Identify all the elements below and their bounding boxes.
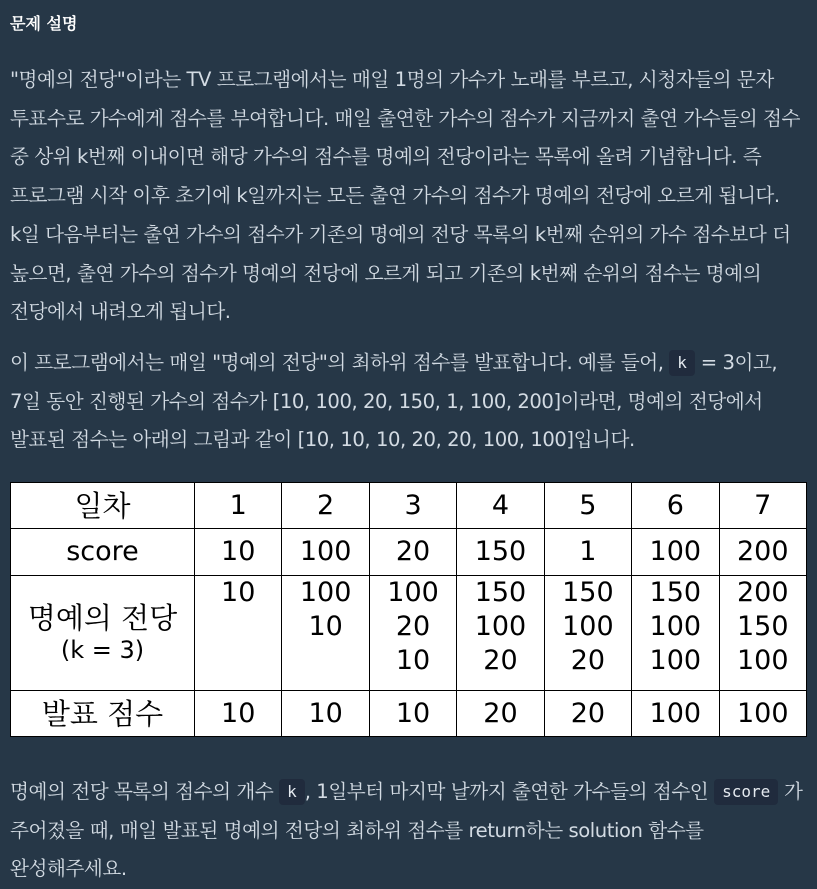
announce-cell: 20 (544, 691, 631, 737)
score-cell: 200 (719, 529, 806, 576)
hall-value: 20 (570, 645, 606, 677)
p2-text-before: 이 프로그램에서는 매일 "명예의 전당"의 최하위 점수를 발표합니다. 예를 들어, (10, 350, 670, 374)
day-cell: 6 (632, 483, 719, 529)
hall-value: 150 (562, 577, 614, 609)
score-cell: 100 (632, 529, 719, 576)
day-header: 일차 (11, 483, 195, 529)
p3-text-3: 가 주어졌을 때, 매일 발표된 명예의 전당의 최하위 점수를 return하는 solution 함수를 완성해주세요. (10, 780, 803, 881)
day-cell: 7 (719, 483, 806, 529)
description-paragraph-3 (10, 773, 805, 889)
day-cell: 4 (457, 483, 544, 529)
announce-header: 발표 점수 (11, 691, 195, 737)
hall-value: 10 (395, 645, 431, 677)
announce-cell: 100 (719, 691, 806, 737)
hall-value: 10 (308, 611, 343, 643)
section-title: 문제 설명 (10, 14, 78, 33)
description-paragraph-2 (10, 344, 805, 460)
score-cell: 1 (544, 529, 631, 576)
announce-cell: 10 (195, 691, 282, 737)
hall-header-sub: (k = 3) (60, 636, 145, 665)
p2-text-after: = 3이고, 7일 동안 진행된 가수의 점수가 [10, 100, 20, 150, 1, 100, 200]이라면, 명예의 전당에서 발표된 점수는 아래의 그림과 같이 [10, 10, 10, 20, 20, 100, 100]입니다. (10, 350, 778, 452)
score-cell: 100 (282, 529, 369, 576)
announce-cell: 100 (632, 691, 719, 737)
table-row-hall (11, 576, 807, 691)
code-k: k (669, 350, 695, 376)
day-cell: 1 (195, 483, 282, 529)
code-score: score (714, 779, 778, 805)
hall-cell (719, 576, 806, 691)
table-row-scores (11, 529, 807, 576)
hall-cell (369, 576, 456, 691)
hall-value: 100 (299, 577, 352, 609)
p3-text-1: 명예의 전당 목록의 점수의 개수 (10, 780, 280, 804)
code-k: k (279, 779, 305, 805)
day-cell: 2 (282, 483, 369, 529)
table-row-days (11, 483, 807, 529)
hall-value: 100 (649, 611, 702, 643)
hall-value: 100 (649, 645, 702, 677)
hall-value: 100 (562, 611, 614, 643)
announce-cell: 20 (457, 691, 544, 737)
hall-value: 100 (387, 577, 439, 609)
hall-cell (632, 576, 719, 691)
score-header: score (11, 529, 195, 576)
hall-cell (282, 576, 369, 691)
hall-value: 150 (736, 611, 789, 643)
hall-value: 10 (221, 577, 256, 609)
day-cell: 5 (544, 483, 631, 529)
hall-value: 150 (474, 577, 527, 609)
day-cell: 3 (369, 483, 456, 529)
hall-value: 200 (736, 577, 789, 609)
score-cell: 20 (369, 529, 456, 576)
hall-value: 150 (649, 577, 702, 609)
hall-cell (457, 576, 544, 691)
hall-of-fame-table (10, 482, 807, 737)
hall-value: 100 (474, 611, 527, 643)
description-paragraph-1: "명예의 전당"이라는 TV 프로그램에서는 매일 1명의 가수가 노래를 부르고, 시청자들의 문자 투표수로 가수에게 점수를 부여합니다. 매일 출연한 가수의 점수가 지금까지 출연 가수들의 점수 중 상위 k번째 이내이면 해당 가수의 점수를 명예의 전당이라는 목록에 올려 기념합니다. 즉 프로그램 시작 이후 초기에 k일까지는 모든 출연 가수의 점수가 명예의 전당에 오르게 됩니다. k일 다음부터는 출연 가수의 점수가 기존의 명예의 전당 목록의 k번째 순위의 가수 점수보다 더 높으면, 출연 가수의 점수가 명예의 전당에 오르게 되고 기존의 k번째 순위의 점수는 명예의 전당에서 내려오게 됩니다. (10, 68, 800, 324)
table-row-announce (11, 691, 807, 737)
hall-cell (544, 576, 631, 691)
hall-value: 20 (483, 645, 518, 677)
announce-cell: 10 (282, 691, 369, 737)
score-cell: 10 (195, 529, 282, 576)
hall-cell (195, 576, 282, 691)
p3-text-2: , 1일부터 마지막 날까지 출연한 가수들의 점수인 (304, 780, 715, 804)
hall-value: 100 (736, 645, 789, 677)
hall-value: 20 (395, 611, 431, 643)
hall-header (11, 576, 195, 691)
score-cell: 150 (457, 529, 544, 576)
hall-header-label: 명예의 전당 (27, 601, 178, 636)
announce-cell: 10 (369, 691, 456, 737)
